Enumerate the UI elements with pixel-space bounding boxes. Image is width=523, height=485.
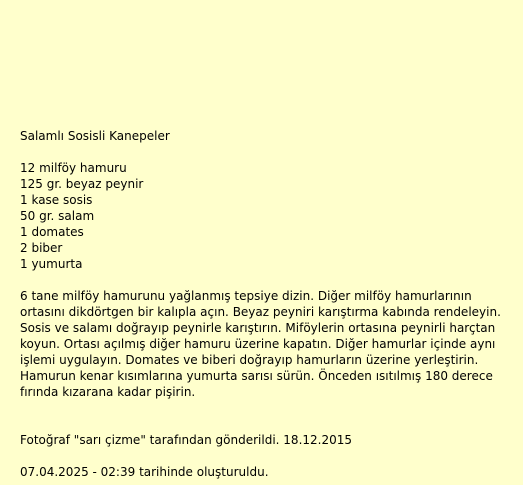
ingredient-item: 1 domates xyxy=(20,225,84,239)
recipe-instructions: 6 tane milföy hamurunu yağlanmış tepsiye dizin. Diğer milföy hamurlarının ortasını dikdörtgen bir kalıpla açın. Beyaz peyniri karıştırma kabında rendeleyin. Sosis ve salamı doğrayıp peynirle karıştırın. Miföylerin ortasına peynirli harçtan koyun. Ortası açılmış diğer hamuru üzerine kapatın. Diğer hamurlar içinde aynı işlemi uygulayın. Domates ve biberi doğrayıp hamurların üzerine yerleştirin. Hamurun kenar kısımlarına yumurta sarısı sürün. Önceden ısıtılmış 180 derece fırında kızarana kadar pişirin. xyxy=(20,289,501,399)
ingredient-item: 12 milföy hamuru xyxy=(20,161,127,175)
ingredient-item: 1 yumurta xyxy=(20,257,83,271)
ingredient-item: 2 biber xyxy=(20,241,63,255)
recipe-content xyxy=(20,128,515,480)
ingredient-item: 1 kase sosis xyxy=(20,193,93,207)
created-timestamp: 07.04.2025 - 02:39 tarihinde oluşturuldu. xyxy=(20,465,269,479)
ingredient-item: 50 gr. salam xyxy=(20,209,95,223)
ingredient-item: 125 gr. beyaz peynir xyxy=(20,177,144,191)
ingredient-list xyxy=(20,160,515,272)
recipe-title: Salamlı Sosisli Kanepeler xyxy=(20,129,170,143)
photo-credit: Fotoğraf "sarı çizme" tarafından gönderildi. 18.12.2015 xyxy=(20,433,353,447)
